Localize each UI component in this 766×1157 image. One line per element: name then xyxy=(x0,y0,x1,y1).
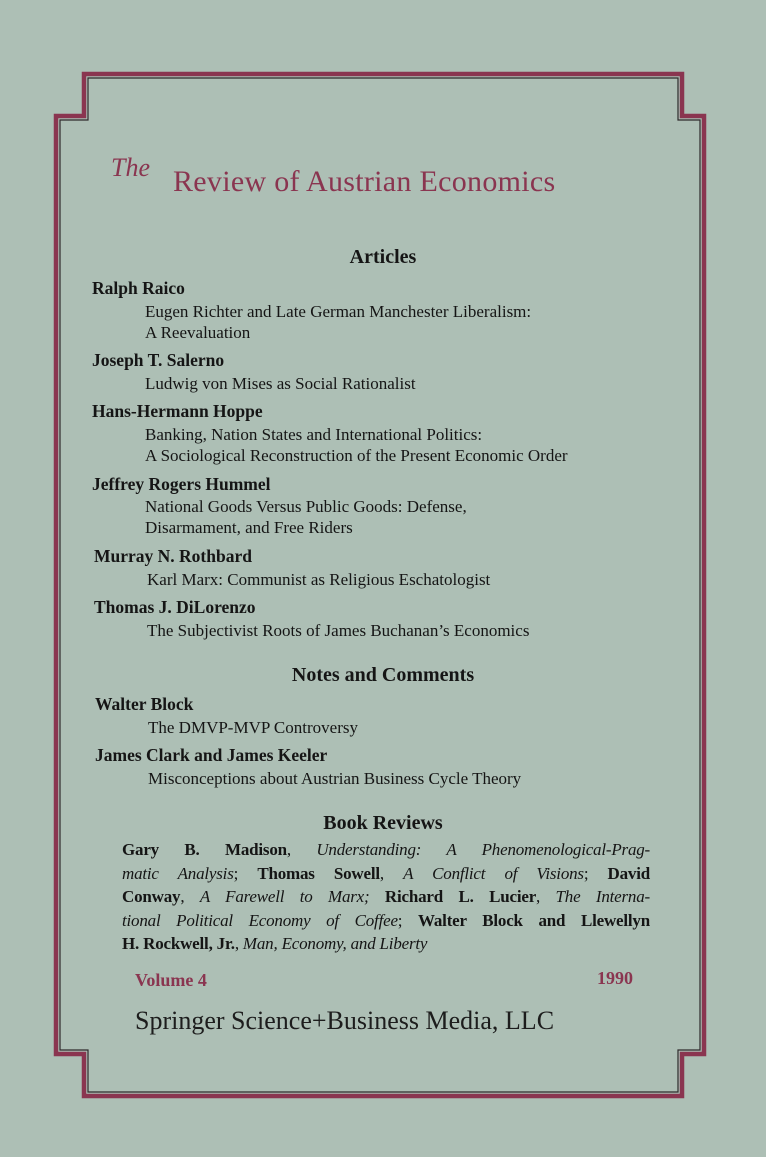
review-separator: , xyxy=(180,887,200,906)
review-separator: ; xyxy=(583,863,608,883)
review-book-title: Man, Economy, and Liberty xyxy=(242,934,428,953)
review-separator: , xyxy=(286,840,317,859)
book-review-line xyxy=(122,838,650,862)
articles-heading: Articles xyxy=(349,246,417,268)
article-title-line: The Subjectivist Roots of James Buchanan’s Economics xyxy=(147,621,530,640)
review-separator: ; xyxy=(233,863,258,883)
book-review-line xyxy=(122,932,650,956)
volume-number: Volume 4 xyxy=(135,970,207,990)
review-author: Thomas Sowell xyxy=(257,863,380,883)
book-review-line xyxy=(122,885,650,909)
article-author: Jeffrey Rogers Hummel xyxy=(92,474,271,494)
article-title-line: National Goods Versus Public Goods: Defense, xyxy=(145,497,467,516)
article-title-line: Ludwig von Mises as Social Rationalist xyxy=(145,374,416,393)
article-title-line: Banking, Nation States and International Politics: xyxy=(145,425,483,444)
article-author: Murray N. Rothbard xyxy=(94,546,252,566)
note-author: James Clark and James Keeler xyxy=(95,745,328,765)
note-title-line: The DMVP-MVP Controversy xyxy=(148,718,358,737)
article-author: Joseph T. Salerno xyxy=(92,350,225,370)
article-title-line: Karl Marx: Communist as Religious Eschatologist xyxy=(147,570,491,589)
article-title-line: Disarmament, and Free Riders xyxy=(145,518,353,537)
article-author: Ralph Raico xyxy=(92,278,185,298)
review-book-title: Understanding: A Phenomenological-Prag- xyxy=(316,840,651,859)
review-book-title: A Conflict of Visions xyxy=(403,863,584,883)
journal-title: Review of Austrian Economics xyxy=(173,165,556,198)
note-title-line: Misconceptions about Austrian Business Cycle Theory xyxy=(148,769,522,788)
article-author: Thomas J. DiLorenzo xyxy=(94,597,256,617)
review-separator xyxy=(369,887,384,906)
article-title-line: A Reevaluation xyxy=(145,323,251,342)
review-book-title: tional Political Economy of Coffee xyxy=(122,910,398,930)
review-book-title: The Interna- xyxy=(555,887,650,906)
review-separator: ; xyxy=(397,910,419,930)
book-review-line xyxy=(122,909,650,933)
publication-year: 1990 xyxy=(597,968,633,988)
review-author: Conway xyxy=(122,887,181,906)
review-book-title: matic Analysis xyxy=(122,863,234,883)
review-author: Richard L. Lucier xyxy=(384,887,537,906)
review-separator: , xyxy=(379,863,404,883)
publisher-name: Springer Science+Business Media, LLC xyxy=(135,1006,555,1035)
article-author: Hans-Hermann Hoppe xyxy=(92,401,263,421)
review-separator: , xyxy=(536,887,556,906)
review-author: H. Rockwell, Jr. xyxy=(122,934,235,953)
notes-heading: Notes and Comments xyxy=(291,664,475,686)
article-title-line: A Sociological Reconstruction of the Present Economic Order xyxy=(145,446,568,465)
journal-title-article: The xyxy=(111,153,150,182)
book-reviews-list xyxy=(122,838,650,956)
review-separator: , xyxy=(234,934,243,953)
review-author: Walter Block and Llewellyn xyxy=(418,910,650,930)
book-review-line xyxy=(122,862,650,886)
article-title-line: Eugen Richter and Late German Manchester Liberalism: xyxy=(145,302,532,321)
review-author: David xyxy=(607,863,650,883)
review-book-title: A Farewell to Marx; xyxy=(199,887,370,906)
review-author: Gary B. Madison xyxy=(122,840,287,859)
note-author: Walter Block xyxy=(95,694,194,714)
book-reviews-heading: Book Reviews xyxy=(323,812,443,834)
